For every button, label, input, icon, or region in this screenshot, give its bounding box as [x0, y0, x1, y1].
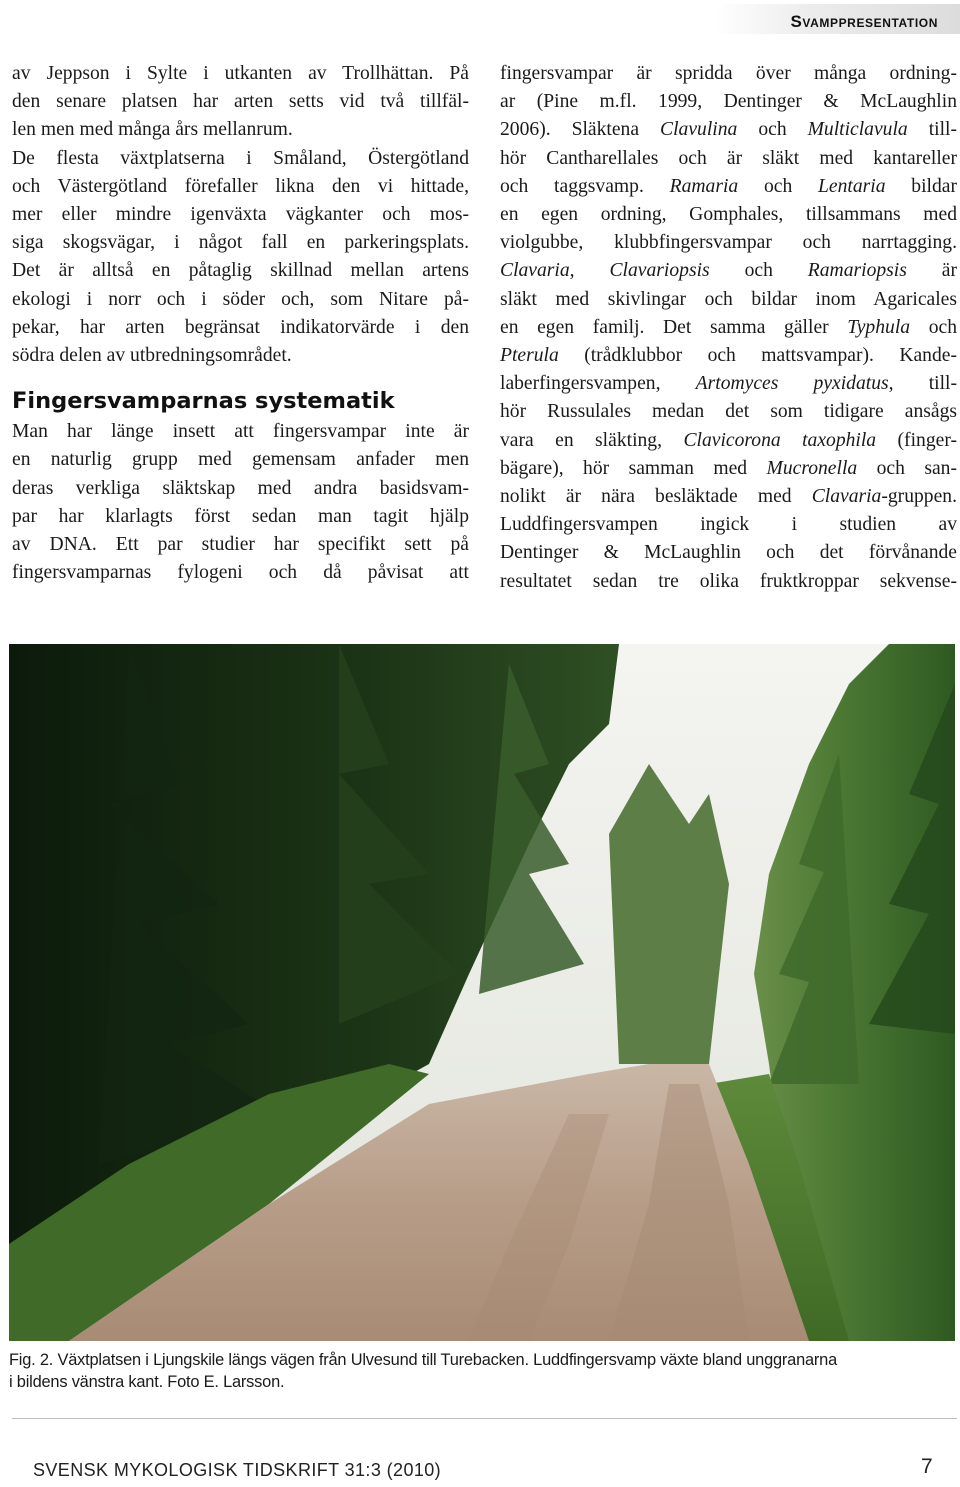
figure-caption-line: i bildens vänstra kant. Foto E. Larsson.: [9, 1373, 285, 1391]
text-run: och: [709, 260, 808, 282]
text-run: och: [738, 175, 819, 197]
footer-divider: [12, 1418, 957, 1419]
text-line: [500, 314, 957, 342]
text-line: violgubbe, klubbfingersvampar och narrtagging.: [500, 232, 957, 254]
text-run: bildar: [885, 175, 957, 197]
text-line: av Jeppson i Sylte i utkanten av Trollhättan. På: [12, 63, 469, 84]
text-line: siga skogsvägar, i något fall en parkeringsplats.: [12, 232, 469, 254]
text-line: pekar, har arten begränsat indikatorvärde i den: [12, 316, 469, 338]
genus-name: Clavulina: [660, 119, 738, 141]
text-line: resultatet sedan tre olika fruktkroppar sekvense-: [500, 570, 957, 592]
text-line: [500, 342, 957, 370]
text-line: Man har länge insett att fingersvampar inte är: [12, 421, 469, 443]
right-text-column: [500, 60, 957, 596]
paragraph-distribution: [12, 60, 469, 370]
figure-caption: [9, 1349, 959, 1393]
text-run: laberfingersvampen,: [500, 373, 696, 395]
forest-road-illustration: [9, 644, 955, 1341]
text-line: ar (Pine m.fl. 1999, Dentinger & McLaughlin: [500, 91, 957, 113]
text-line: Dentinger & McLaughlin och det förvånande: [500, 542, 957, 564]
genus-name: Ramariopsis: [807, 260, 907, 282]
text-line: den senare platsen har arten setts vid två tillfäl-: [12, 91, 469, 113]
paragraph-phylogeny: [500, 60, 957, 596]
genus-name: Lentaria: [818, 175, 886, 197]
text-line: deras verkliga släktskap med andra basidsvam-: [12, 477, 469, 499]
page-number: 7: [921, 1455, 933, 1478]
genus-name: Multiclavula: [807, 119, 908, 141]
text-line: [500, 455, 957, 483]
text-run: , till-: [888, 373, 957, 395]
species-name: Clavicorona taxophila: [683, 429, 877, 451]
text-line: Luddfingersvampen ingick i studien av: [500, 514, 957, 536]
section-header-bar: [714, 4, 960, 34]
text-line: ekologi i norr och i söder och, som Nitare på-: [12, 288, 469, 310]
text-line: [500, 427, 957, 455]
text-line: len men med många års mellanrum.: [12, 119, 293, 141]
text-run: en egen familj. Det samma gäller: [500, 316, 848, 338]
text-run: och: [737, 119, 808, 141]
species-name: Artomyces pyxidatus: [695, 373, 889, 395]
genus-name: Pterula: [500, 345, 559, 367]
text-line: [500, 173, 957, 201]
forest-road-photo: [9, 644, 955, 1341]
text-run: -gruppen.: [881, 486, 957, 508]
text-line: Det är alltså en påtaglig skillnad mellan artens: [12, 260, 469, 282]
text-line: [500, 370, 957, 398]
text-run: ,: [569, 260, 610, 282]
text-run: bägare), hör samman med: [500, 457, 767, 479]
text-run: och san-: [857, 457, 957, 479]
paragraph-systematics: [12, 418, 469, 587]
text-run: och taggsvamp.: [500, 175, 670, 197]
text-line: fingersvamparnas fylogeni och då påvisat att: [12, 562, 469, 584]
genus-name: Mucronella: [766, 457, 858, 479]
text-line: [500, 116, 957, 144]
section-header-title: Svamppresentation: [790, 12, 938, 31]
text-line: [500, 483, 957, 511]
text-run: (finger-: [876, 429, 957, 451]
text-run: nolikt är nära besläktade med: [500, 486, 812, 508]
genus-name: Ramaria: [669, 175, 739, 197]
text-line: en naturlig grupp med gemensam anfader men: [12, 449, 469, 471]
text-line: De flesta växtplatserna i Småland, Östergötland: [12, 147, 469, 169]
genus-name: Typhula: [847, 316, 911, 338]
genus-name: Clavariopsis: [609, 260, 710, 282]
text-line: av DNA. Ett par studier har specifikt sett på: [12, 534, 469, 556]
text-run: till-: [907, 119, 957, 141]
text-run: vara en släkting,: [500, 429, 684, 451]
left-text-column: [12, 60, 469, 587]
text-line: hör Russulales medan det som tidigare ansågs: [500, 401, 957, 423]
text-line: [500, 257, 957, 285]
genus-name: Clavaria: [500, 260, 570, 282]
genus-name: Clavaria: [811, 486, 882, 508]
text-run: 2006). Släktena: [500, 119, 661, 141]
footer-journal-title: SVENSK MYKOLOGISK TIDSKRIFT 31:3 (2010): [33, 1460, 442, 1480]
text-line: par har klarlagts först sedan man tagit hjälp: [12, 505, 469, 527]
text-run: (trådklubbor och mattsvampar). Kande-: [558, 345, 957, 367]
text-line: mer eller mindre igenväxta vägkanter och mos-: [12, 204, 469, 226]
text-line: södra delen av utbredningsområdet.: [12, 345, 292, 367]
text-line: och Västergötland förefaller likna den vi hittade,: [12, 175, 469, 197]
figure-caption-line: Fig. 2. Växtplatsen i Ljungskile längs vägen från Ulvesund till Turebacken. Luddfingersvamp växte bland unggranarna: [9, 1351, 838, 1369]
text-line: en egen ordning, Gomphales, tillsammans med: [500, 204, 957, 226]
text-run: är: [906, 260, 957, 282]
text-line: fingersvampar är spridda över många ordning-: [500, 63, 957, 84]
text-run: och: [910, 316, 957, 338]
text-line: släkt med skivlingar och bildar inom Agaricales: [500, 288, 957, 310]
text-line: hör Cantharellales och är släkt med kantareller: [500, 147, 957, 169]
section-heading: Fingersvamparnas systematik: [12, 388, 395, 415]
